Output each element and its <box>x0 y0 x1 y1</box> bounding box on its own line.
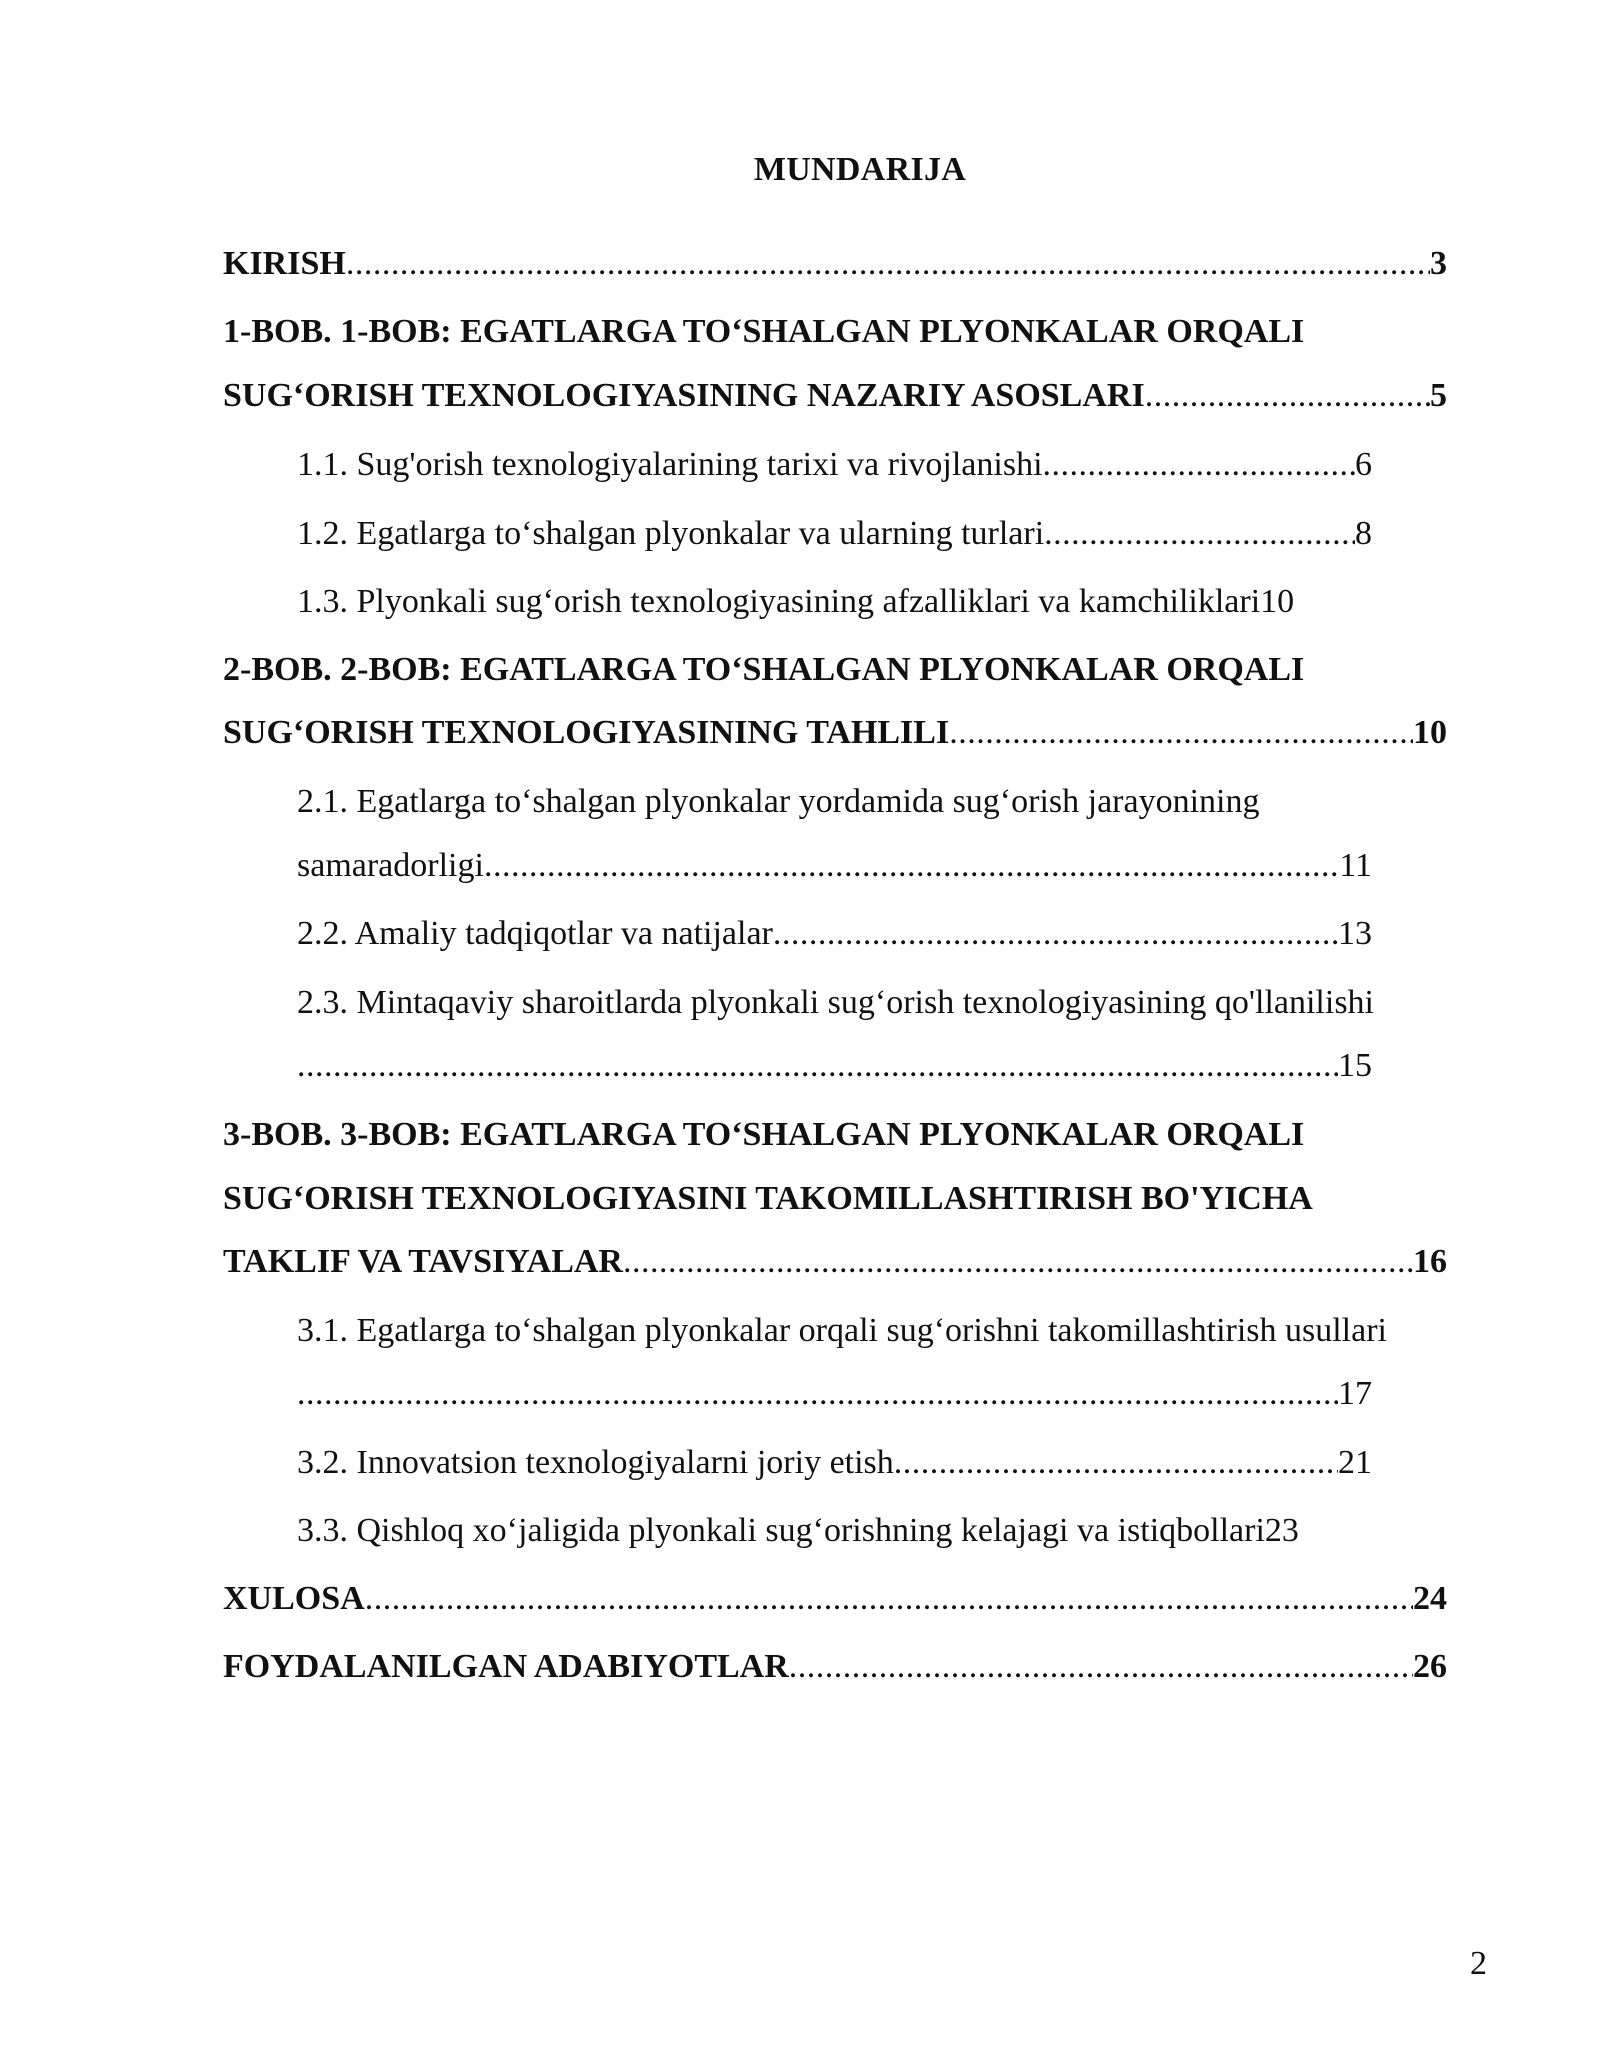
toc-entry-label: 1.3. Plyonkali sug‘orish texnologiyasining afzalliklari va kamchiliklari <box>297 583 1261 620</box>
leader-dots <box>1145 372 1430 420</box>
toc-entry-label: 3.3. Qishloq xo‘jaligida plyonkali sug‘orishning kelajagi va istiqbollari <box>297 1512 1265 1549</box>
toc-page-number: 24 <box>1413 1580 1447 1617</box>
toc-section-1-3 <box>297 578 1372 626</box>
toc-section-2-2 <box>297 910 1372 958</box>
toc-section-2-3-line-1 <box>297 979 1477 1027</box>
leader-dots <box>773 910 1338 958</box>
toc-chapter-1-line-2 <box>223 372 1447 420</box>
toc-chapter-2-line-1 <box>223 646 1463 694</box>
toc-page-number: 6 <box>1355 446 1372 483</box>
toc-chapter-2-line-2 <box>223 709 1447 757</box>
toc-entry-label: SUG‘ORISH TEXNOLOGIYASINING NAZARIY ASOSLARI <box>223 377 1145 414</box>
toc-chapter-1-line-1 <box>223 308 1463 356</box>
leader-dots <box>1044 510 1355 558</box>
leader-dots <box>1043 441 1355 489</box>
toc-entry-label: 1-BOB. 1-BOB: EGATLARGA TO‘SHALGAN PLYONKALAR ORQALI <box>223 313 1305 350</box>
toc-entry-label: XULOSA <box>223 1580 365 1617</box>
toc-entry-label: TAKLIF VA TAVSIYALAR <box>223 1243 623 1280</box>
toc-page-number: 16 <box>1413 1243 1447 1280</box>
toc-section-3-2 <box>297 1439 1372 1487</box>
toc-chapter-3-line-1 <box>223 1111 1463 1159</box>
toc-page-number: 11 <box>1339 847 1372 884</box>
toc-section-3-3 <box>297 1507 1387 1555</box>
toc-section-3-1-line-1 <box>297 1307 1487 1355</box>
toc-page-number: 23 <box>1264 1512 1299 1549</box>
toc-page-number: 5 <box>1430 377 1447 414</box>
toc-chapter-3-line-3 <box>223 1238 1447 1286</box>
leader-dots <box>484 842 1339 890</box>
toc-entry-label: 2.3. Mintaqaviy sharoitlarda plyonkali sug‘orish texnologiyasining qo'llanilishi <box>297 984 1374 1021</box>
toc-page-number: 26 <box>1413 1648 1447 1685</box>
leader-dots <box>297 1370 1338 1418</box>
toc-entry-label: KIRISH <box>223 245 346 282</box>
toc-entry-label: 3.2. Innovatsion texnologiyalarni joriy etish <box>297 1444 894 1481</box>
toc-page-number: 10 <box>1260 583 1295 620</box>
toc-page-number: 15 <box>1338 1047 1372 1084</box>
toc-entry-label: samaradorligi <box>297 847 484 884</box>
leader-dots <box>346 240 1430 288</box>
toc-entry-xulosa <box>223 1575 1447 1623</box>
leader-dots <box>365 1575 1413 1623</box>
toc-entry-label: 2.1. Egatlarga to‘shalgan plyonkalar yordamida sug‘orish jarayonining <box>297 783 1260 820</box>
toc-page-number: 21 <box>1338 1444 1372 1481</box>
toc-entry-label: 1.2. Egatlarga to‘shalgan plyonkalar va ularning turlari <box>297 515 1045 552</box>
toc-section-2-1-line-1 <box>297 778 1457 826</box>
toc-entry-label: 2.2. Amaliy tadqiqotlar va natijalar <box>297 915 773 952</box>
toc-section-2-3-line-2 <box>297 1042 1372 1090</box>
toc-page-number: 17 <box>1338 1375 1372 1412</box>
toc-entry-label: 3.1. Egatlarga to‘shalgan plyonkalar orqali sug‘orishni takomillashtirish usullari <box>297 1312 1387 1349</box>
toc-entry-label: 3-BOB. 3-BOB: EGATLARGA TO‘SHALGAN PLYONKALAR ORQALI <box>223 1116 1305 1153</box>
toc-section-3-1-line-2 <box>297 1370 1372 1418</box>
toc-chapter-3-line-2 <box>223 1175 1473 1223</box>
toc-page-number: 10 <box>1413 714 1447 751</box>
toc-entry-adabiyotlar <box>223 1643 1447 1691</box>
toc-page-number: 13 <box>1338 915 1372 952</box>
leader-dots <box>949 709 1413 757</box>
leader-dots <box>297 1042 1338 1090</box>
toc-entry-label: SUG‘ORISH TEXNOLOGIYASINING TAHLILI <box>223 714 950 751</box>
leader-dots <box>789 1643 1413 1691</box>
leader-dots <box>623 1238 1413 1286</box>
toc-entry-label: FOYDALANILGAN ADABIYOTLAR <box>223 1648 789 1685</box>
toc-section-2-1-line-2 <box>297 842 1372 890</box>
toc-entry-label: 2-BOB. 2-BOB: EGATLARGA TO‘SHALGAN PLYONKALAR ORQALI <box>223 651 1305 688</box>
page-number: 2 <box>1470 1945 1487 1982</box>
toc-section-1-2 <box>297 510 1372 558</box>
toc-section-1-1 <box>297 441 1372 489</box>
toc-entry-kirish <box>223 240 1447 288</box>
toc-page-number: 3 <box>1430 245 1447 282</box>
toc-entry-label: 1.1. Sug'orish texnologiyalarining tarixi va rivojlanishi <box>297 446 1043 483</box>
leader-dots <box>894 1439 1338 1487</box>
toc-entry-label: SUG‘ORISH TEXNOLOGIYASINI TAKOMILLASHTIRISH BO'YICHA <box>223 1180 1313 1217</box>
page-title: MUNDARIJA <box>753 151 967 188</box>
toc-page-number: 8 <box>1355 515 1372 552</box>
